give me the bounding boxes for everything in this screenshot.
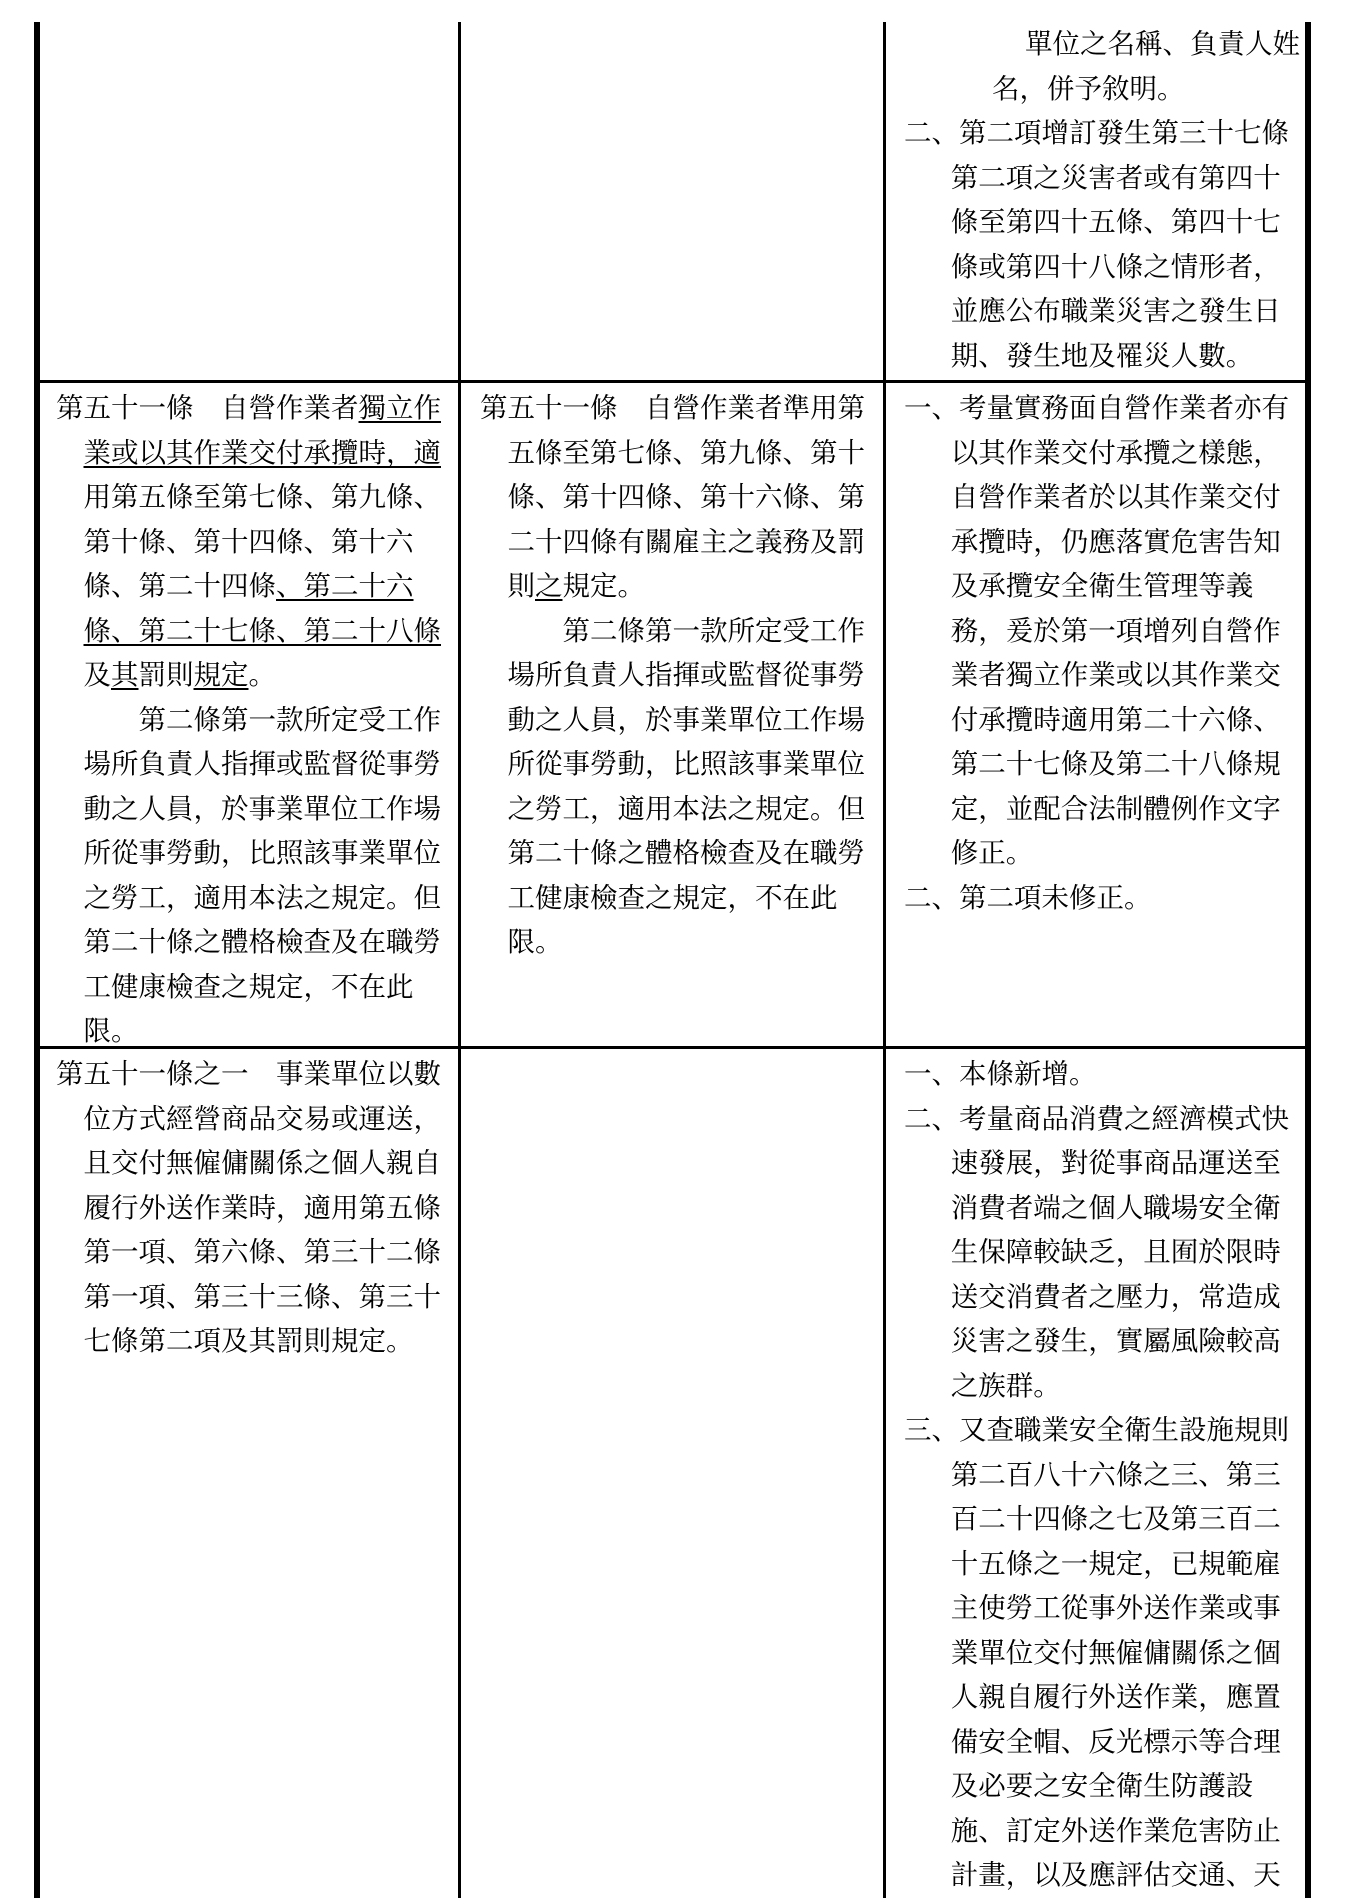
amended-underlined-3: 其 — [111, 659, 139, 691]
explanation-article-51-1-item-1: 一、本條新增。 — [904, 1058, 1097, 1090]
amended-article-51-1-cell — [56, 1052, 452, 1364]
amended-underlined-1: 獨立作業或以其作業交付承攬時，適 — [83, 392, 441, 469]
column-divider-1 — [458, 22, 461, 1898]
table-border-left — [34, 22, 40, 1898]
explanation-continued-line-2: 名，併予敘明。 — [992, 72, 1185, 105]
amended-suffix: 。 — [248, 659, 276, 691]
current-para-1-a: 第五十一條 自營作業者準用第五條至第七條、第九條、第十條、第十四條、第十六條、第二十四條有關雇主之義務及罰則 — [480, 392, 865, 602]
amended-middle-1: 用第五條至第七條、第九條、第十條、第十四條、第十六條、第二十四條 — [83, 481, 441, 602]
explanation-article-51-cell — [904, 386, 1300, 920]
current-para-1-b: 規定。 — [562, 570, 645, 602]
explanation-article-51-1-item-2: 二、考量商品消費之經濟模式快速發展，對從事商品運送至消費者端之個人職場安全衛生保障較缺乏，且囿於限時送交消費者之壓力，常造成災害之發生，實屬風險較高之族群。 — [904, 1102, 1289, 1402]
comparison-table — [34, 22, 1311, 1898]
amended-article-51-cell — [56, 386, 452, 1054]
amended-article-51-1-text: 第五十一條之一 事業單位以數位方式經營商品交易或運送，且交付無僱傭關係之個人親自履行外送作業時，適用第五條第一項、第六條、第三十二條第一項、第三十三條、第三十七條第二項及其罰則規定。 — [56, 1058, 441, 1357]
amended-middle-3: 罰則 — [138, 659, 194, 691]
explanation-continued-line-1: 單位之名稱、負責人姓 — [1025, 28, 1300, 60]
row-divider-1 — [34, 380, 1311, 383]
amended-article-51-para-2: 第二條第一款所定受工作場所負責人指揮或監督從事勞動之人員，於事業單位工作場所從事勞動，比照該事業單位之勞工，適用本法之規定。但第二十條之體格檢查及在職勞工健康檢查之規定，不在此限。 — [83, 703, 441, 1047]
explanation-cell-top — [904, 22, 1300, 378]
amended-article-51-para-1 — [56, 386, 452, 698]
current-article-51-para-2: 第二條第一款所定受工作場所負責人指揮或監督從事勞動之人員，於事業單位工作場所從事勞動，比照該事業單位之勞工，適用本法之規定。但第二十條之體格檢查及在職勞工健康檢查之規定，不在此限。 — [507, 614, 865, 958]
amended-underlined-4: 規定 — [193, 659, 249, 691]
explanation-article-51-1-item-3: 三、又查職業安全衛生設施規則第二百八十六條之三、第三百二十四條之七及第三百二十五條之一規定，已規範雇主使勞工從事外送作業或事業單位交付無僱傭關係之個人親自履行外送作業，應置備安全帽、反光標示等合理及必要之安全衛生防護設施、訂定外送作業危害防止計畫，以及應評估交通、天 — [904, 1414, 1289, 1891]
column-divider-2 — [883, 22, 886, 1898]
explanation-article-51-1-cell — [904, 1052, 1300, 1898]
table-border-right — [1305, 22, 1311, 1898]
explanation-item-2-top: 二、第二項增訂發生第三十七條第二項之災害者或有第四十條至第四十五條、第四十七條或第四十八條之情形者，並應公布職業災害之發生日期、發生地及罹災人數。 — [904, 117, 1289, 372]
current-para-1-underlined: 之 — [535, 570, 563, 602]
amended-underlined-2: 、第二十六條、第二十七條、第二十八條 — [83, 570, 441, 647]
explanation-article-51-item-2: 二、第二項未修正。 — [904, 881, 1152, 914]
explanation-article-51-item-1: 一、考量實務面自營作業者亦有以其作業交付承攬之樣態，自營作業者於以其作業交付承攬時，仍應落實危害告知及承攬安全衛生管理等義務，爰於第一項增列自營作業者獨立作業或以其作業交付承攬時適用第二十六條、第二十七條及第二十八條規定，並配合法制體例作文字修正。 — [904, 392, 1289, 869]
current-article-51-para-1 — [480, 386, 878, 609]
amended-middle-2: 及 — [83, 659, 111, 691]
amended-prefix: 第五十一條 自營作業者 — [56, 392, 359, 424]
current-article-51-cell — [480, 386, 878, 965]
